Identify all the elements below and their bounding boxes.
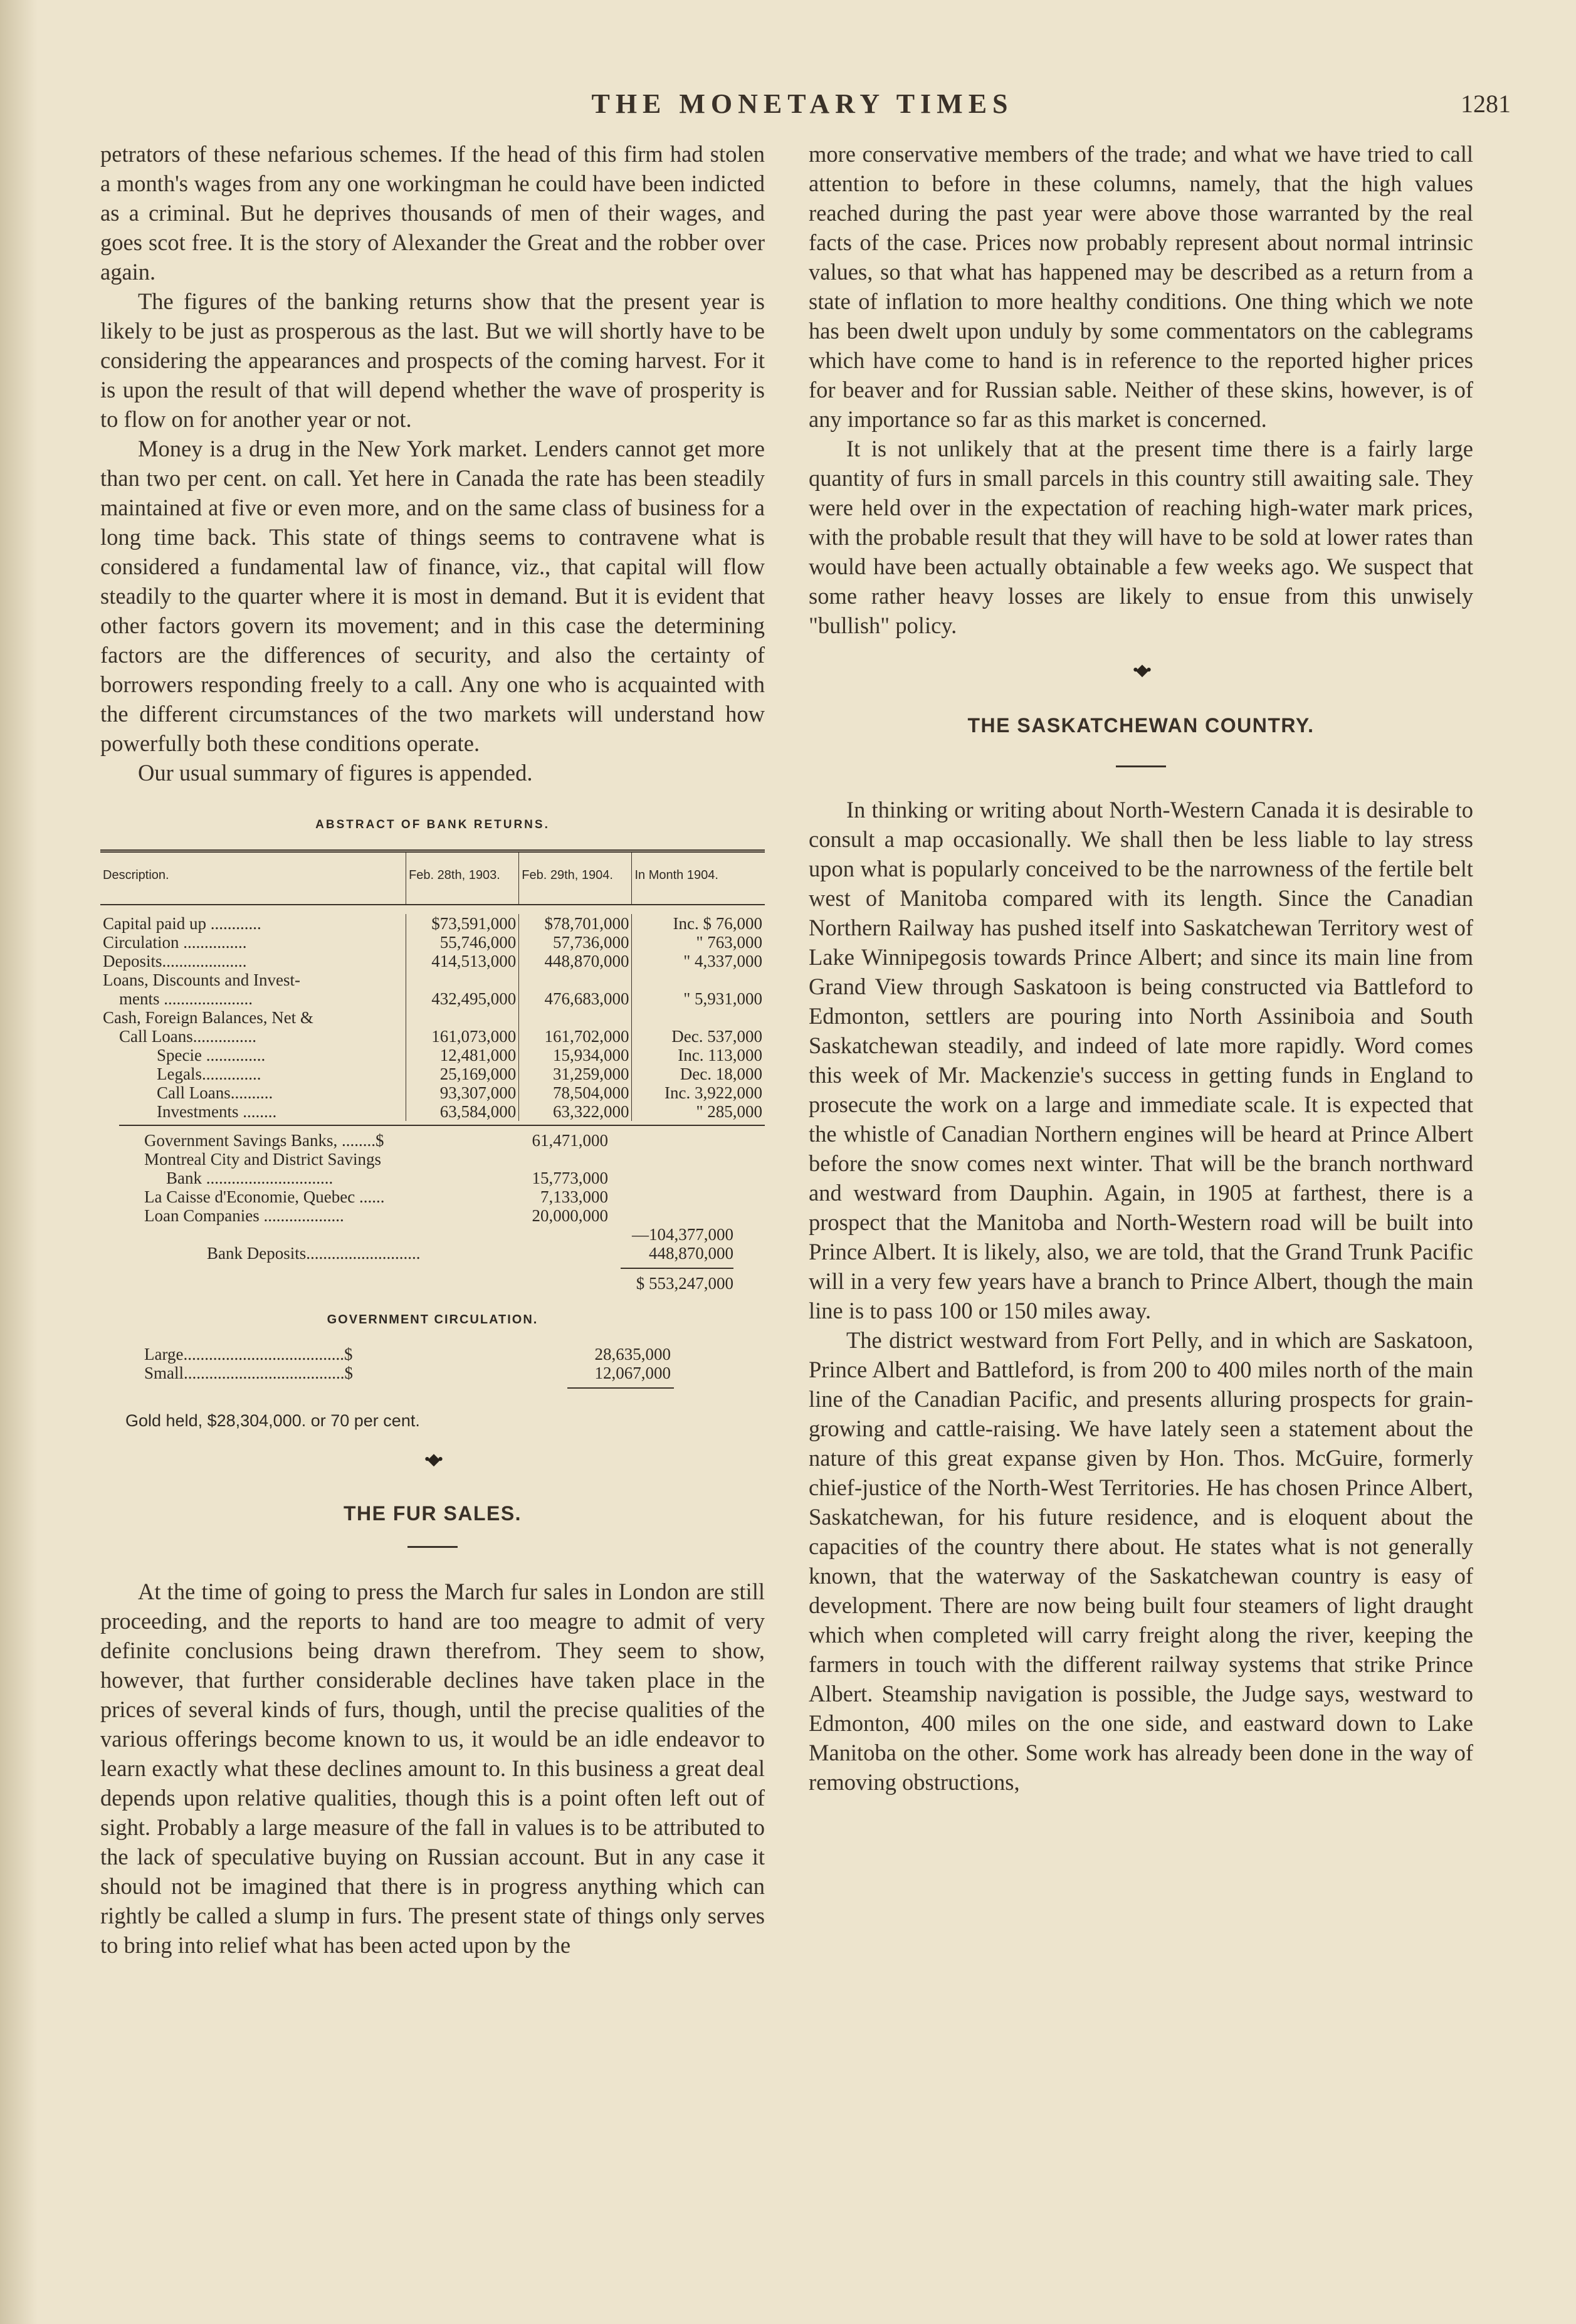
summary-row — [100, 1364, 765, 1382]
cell: 55,746,000 — [406, 933, 519, 952]
summary-label: Loan Companies ................... — [144, 1206, 344, 1225]
summary-value: 61,471,000 — [532, 1131, 608, 1150]
paragraph: In thinking or writing about North-Western Canada it is desirable to consult a map occasionally. We shall then be less liable to lay stress upon what is popularly conceived to be the narrowness of the fertile belt west of Manitoba compared with its length. Since the Canadian Northern Railway has pushed itself into Saskatchewan Territory west of Lake Winnipegosis towards Prince Albert; and since its main line from Grand View through Saskatoon is being constructed via Battleford to Edmonton, settlers are pouring into North Assiniboia and South Saskatchewan steadily, and indeed of late more rapidly. Word comes this week of Mr. Mackenzie's success in getting funds in England to prosecute the work on a large and immediate scale. It is expected that the whistle of Canadian Northern engines will be heard at Prince Albert before the snow comes next winter. That will be the branch northward and westward from Dauphin. Again, in 1905 at farthest, there is a prospect that the Manitoba and North-Western road will be built into Prince Albert. It is likely, also, we are told, that the Grand Trunk Pacific will in a very few years have a branch to Prince Albert, though the main line is to pass 100 or 150 miles away. — [809, 797, 1473, 1323]
section-title-fur-sales: THE FUR SALES. — [343, 1502, 522, 1525]
summary-row — [100, 1206, 765, 1225]
summary-total: 448,870,000 — [649, 1244, 733, 1263]
summary-row — [100, 1150, 765, 1169]
summary-row — [100, 1345, 765, 1364]
summary-row — [100, 1244, 765, 1263]
summary-value: 20,000,000 — [532, 1206, 608, 1225]
row-label: Cash, Foreign Balances, Net & — [103, 1008, 313, 1027]
summary-label — [100, 1225, 502, 1244]
cell: Inc. 3,922,000 — [632, 1083, 765, 1102]
table-row — [100, 1027, 765, 1046]
cell: 93,307,000 — [406, 1083, 519, 1102]
ornament-divider: •◆• — [424, 1450, 441, 1468]
summary-label: Government Savings Banks, ........$ — [144, 1131, 384, 1150]
summary-value: 15,773,000 — [532, 1169, 608, 1187]
table-row — [100, 1083, 765, 1102]
cell: " 5,931,000 — [632, 989, 765, 1008]
table-row — [100, 933, 765, 952]
total-rule — [567, 1387, 674, 1389]
table-header-row — [100, 853, 765, 905]
cell: Dec. 537,000 — [632, 1027, 765, 1046]
summary-row — [100, 1169, 765, 1187]
cell: 476,683,000 — [519, 989, 632, 1008]
summary-label: La Caisse d'Economie, Quebec ...... — [144, 1187, 385, 1206]
page-header — [94, 88, 1511, 132]
summary-value — [502, 1150, 608, 1169]
summary-total — [608, 1206, 733, 1225]
summary-row — [100, 1187, 765, 1206]
short-rule — [1116, 765, 1166, 767]
row-label: Call Loans.......... — [157, 1083, 273, 1102]
cell: Inc. 113,000 — [632, 1046, 765, 1065]
bank-returns-abstract — [100, 810, 765, 1436]
cell: Inc. $ 76,000 — [632, 914, 765, 933]
page-edge-shadow — [0, 0, 38, 2324]
summary-value: 7,133,000 — [540, 1187, 608, 1206]
page-number: 1281 — [1461, 90, 1511, 118]
paragraph: Money is a drug in the New York market. Lenders cannot get more than two per cent. on call. Yet here in Canada the rate has been steadily maintained at five or even more, and on the same class of business for a long time back. This state of things seems to contravene what is considered a fundamental law of finance, viz., that capital will flow steadily to the quarter where it is most in demand. But it is evident that other factors govern its movement; and in this case the determining factors are the differences of security, and also the certainty of borrowers responding freely to a call. Any one who is acquainted with the different circumstances of the two markets will understand how powerfully both these conditions operate. — [100, 436, 765, 756]
bank-returns-table — [100, 853, 765, 1121]
table-row — [100, 989, 765, 1008]
row-label: Investments ........ — [157, 1102, 277, 1121]
summary-value — [502, 1244, 608, 1263]
ornament-divider: •◆• — [1132, 661, 1150, 679]
row-label: Circulation ............... — [103, 933, 247, 952]
cell: 57,736,000 — [519, 933, 632, 952]
table-row — [100, 952, 765, 970]
header-feb-1903: Feb. 28th, 1903. — [406, 853, 519, 905]
summary-total — [608, 1150, 733, 1169]
table-row — [100, 1008, 765, 1027]
summary-label: Small......................................$ — [144, 1364, 354, 1382]
paragraph: more conservative members of the trade; and what we have tried to call attention to before in these columns, namely, that the high values reached during the past year were above those warranted by the real facts of the case. Prices now probably represent about normal intrinsic values, so that what has happened may be described as a return from a state of inflation to more healthy conditions. One thing which we note has been dwelt upon unduly by some commentators on the cablegrams which have come to hand is in reference to the reported higher prices for beaver and for Russian sable. Neither of these skins, however, is of any importance so far as this market is concerned. — [809, 141, 1473, 432]
summary-total — [608, 1169, 733, 1187]
cell: " 285,000 — [632, 1102, 765, 1121]
row-label: Legals.............. — [157, 1065, 261, 1083]
section-title-saskatchewan: THE SASKATCHEWAN COUNTRY. — [967, 714, 1315, 737]
paragraph: The district westward from Fort Pelly, and in which are Saskatoon, Prince Albert and Battleford, is from 200 to 400 miles north of the main line of the Canadian Pacific, and presents alluring prospects for grain-growing and cattle-raising. We have lately seen a statement about the nature of this great expanse given by Hon. Thos. McGuire, formerly chief-justice of the North-West Territories. He has chosen Prince Albert, Saskatchewan, for his future residence, and is eloquent about the capacities of the country there about. He states what is not generally known, that the waterway of the Saskatchewan country is easy of development. There are now being built four steamers of light draught which when completed will carry freight along the river, keeping the farmers in touch with the different railway systems that strike Prince Albert. Steamship navigation is possible, the Judge says, westward to Edmonton, 400 miles on the one side, and eastward down to Lake Manitoba on the other. Some work has already been done in the way of removing obstructions, — [809, 1327, 1473, 1795]
deposits-summary — [100, 1131, 765, 1293]
paragraph: At the time of going to press the March fur sales in London are still proceeding, and the reports to hand are too meagre to admit of very definite conclusions being drawn therefrom. They seem to show, however, that further considerable declines have taken place in the prices of several kinds of furs, though, until the precise qualities of the various offerings become known to us, it would be an idle endeavor to learn exactly what these declines amount to. In this business a great deal depends upon relative qualities, though this is a point often left out of sight. Probably a large measure of the fall in values is to be attributed to the lack of speculative buying on Russian account. But in any case it should not be imagined that there is in progress anything which can rightly be called a slump in furs. The present state of things only serves to bring into relief what has been acted upon by the — [100, 1579, 765, 1958]
table-row — [100, 1102, 765, 1121]
right-column — [809, 139, 1473, 1797]
header-description: Description. — [100, 853, 406, 905]
cell: 63,584,000 — [406, 1102, 519, 1121]
header-feb-1904: Feb. 29th, 1904. — [519, 853, 632, 905]
publication-title: THE MONETARY TIMES — [591, 88, 1014, 119]
cell: 161,702,000 — [519, 1027, 632, 1046]
row-label: Loans, Discounts and Invest- — [103, 970, 300, 989]
cell: " 763,000 — [632, 933, 765, 952]
table-row — [100, 1065, 765, 1083]
short-rule — [407, 1546, 458, 1548]
paragraph: petrators of these nefarious schemes. If the head of this firm had stolen a month's wages from any one workingman he could have been indicted as a criminal. But he deprives thousands of men of their wages, and goes scot free. It is the story of Alexander the Great and the robber over again. — [100, 141, 765, 285]
row-label: Capital paid up ............ — [103, 914, 261, 933]
total-rule — [621, 1268, 733, 1269]
summary-total — [608, 1187, 733, 1206]
summary-value — [502, 1274, 608, 1293]
header-in-month: In Month 1904. — [632, 853, 765, 905]
row-label: Deposits.................... — [103, 952, 247, 970]
table-row — [100, 914, 765, 933]
row-label: Specie .............. — [157, 1046, 266, 1065]
summary-row — [100, 1274, 765, 1293]
row-label: ments ..................... — [119, 989, 253, 1008]
cell: 31,259,000 — [519, 1065, 632, 1083]
cell: 161,073,000 — [406, 1027, 519, 1046]
summary-label: Bank Deposits........................... — [207, 1244, 421, 1263]
gold-held: Gold held, $28,304,000. or 70 per cent. — [125, 1411, 420, 1430]
cell: $78,701,000 — [519, 914, 632, 933]
summary-label: Montreal City and District Savings — [144, 1150, 381, 1169]
paragraph: The figures of the banking returns show that the present year is likely to be just as prosperous as the last. But we will shortly have to be considering the appearances and prospects of the coming harvest. For it is upon the result of that will depend whether the wave of prosperity is to flow on for another year or not. — [100, 288, 765, 432]
cell: 448,870,000 — [519, 952, 632, 970]
gov-circulation-caption: GOVERNMENT CIRCULATION. — [327, 1313, 538, 1327]
cell: 15,934,000 — [519, 1046, 632, 1065]
table-row — [100, 1046, 765, 1065]
summary-total — [608, 1131, 733, 1150]
cell: 25,169,000 — [406, 1065, 519, 1083]
summary-value — [502, 1225, 608, 1244]
summary-total: $ 553,247,000 — [636, 1274, 733, 1293]
summary-row — [100, 1131, 765, 1150]
gov-circulation — [100, 1345, 765, 1389]
row-label: Call Loans............... — [119, 1027, 256, 1046]
left-column — [100, 139, 765, 1960]
cell: 12,481,000 — [406, 1046, 519, 1065]
summary-total: —104,377,000 — [632, 1225, 733, 1244]
cell: $73,591,000 — [406, 914, 519, 933]
cell: 414,513,000 — [406, 952, 519, 970]
paragraph: Our usual summary of figures is appended. — [138, 760, 533, 786]
cell: 78,504,000 — [519, 1083, 632, 1102]
summary-label — [100, 1274, 502, 1293]
summary-row — [100, 1225, 765, 1244]
summary-value: 28,635,000 — [594, 1345, 671, 1364]
table-row — [100, 970, 765, 989]
summary-label: Bank .............................. — [166, 1169, 334, 1187]
cell: " 4,337,000 — [632, 952, 765, 970]
abstract-caption: ABSTRACT OF BANK RETURNS. — [315, 818, 550, 831]
cell: Dec. 18,000 — [632, 1065, 765, 1083]
cell: 63,322,000 — [519, 1102, 632, 1121]
cell: 432,495,000 — [406, 989, 519, 1008]
summary-label: Large......................................$ — [144, 1345, 353, 1364]
table-rule — [119, 1125, 765, 1126]
paragraph: It is not unlikely that at the present time there is a fairly large quantity of furs in small parcels in this country still awaiting sale. They were held over in the expectation of reaching high-water mark prices, with the probable result that they will have to be sold at lower rates than would have been actually obtainable a few weeks ago. We suspect that some rather heavy losses are likely to ensue from this unwisely "bullish" policy. — [809, 436, 1473, 638]
summary-value: 12,067,000 — [594, 1364, 671, 1382]
